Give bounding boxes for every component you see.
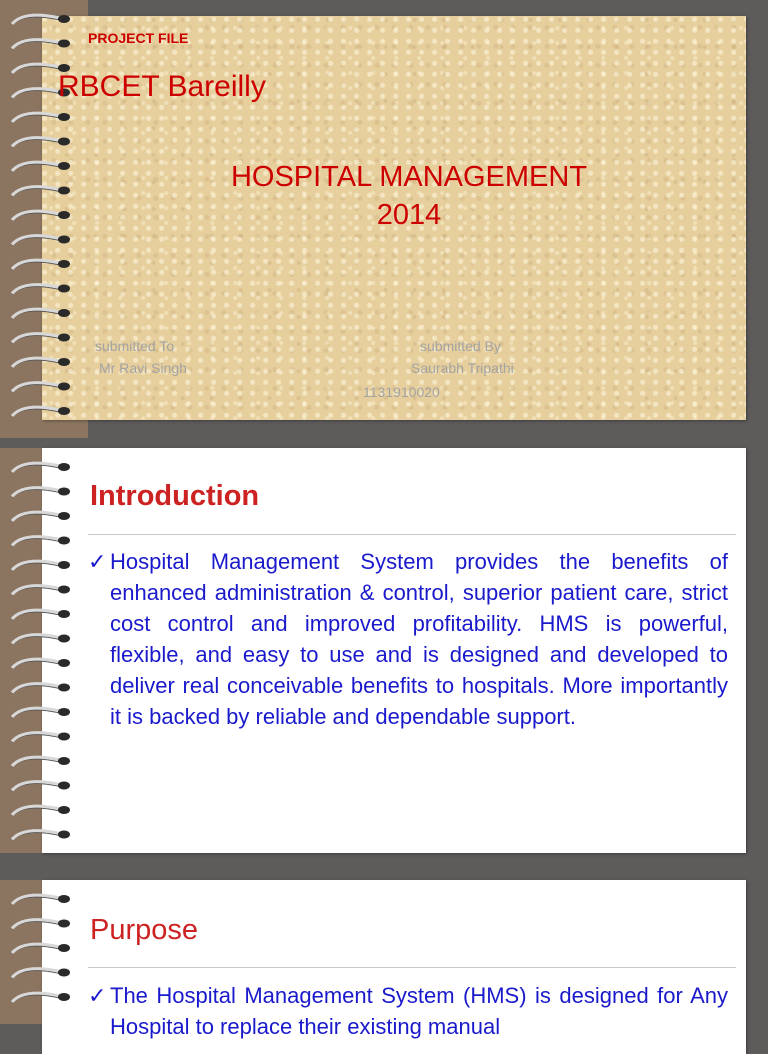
binder-ring [12,407,70,417]
binder-ring [12,358,70,368]
binder-ring [12,635,70,645]
binder-ring [12,895,70,905]
bullet-item [88,980,728,1042]
binder-ring [12,488,70,498]
binder-ring [12,708,70,718]
binder-ring [12,309,70,319]
binder-ring [12,512,70,522]
binder-ring [12,40,70,50]
binder-ring [12,236,70,246]
purpose-slide [0,880,768,1039]
binder-ring [12,561,70,571]
submitted-to-label: submitted To [95,338,175,354]
submitted-by-label: submitted By [420,338,501,354]
bullet-text: The Hospital Management System (HMS) is designed for Any Hospital to replace their existing manual [110,983,728,1039]
binder-ring [12,537,70,547]
submitted-to-name: Mr Ravi Singh [99,360,187,376]
slide-heading: Introduction [90,480,260,512]
binder-ring [12,586,70,596]
binder-ring [12,757,70,767]
binder-ring [12,993,70,1003]
binder-ring [12,806,70,816]
heading-divider [88,534,736,535]
binder-ring [12,969,70,979]
college-name: RBCET Bareilly [58,70,266,103]
bullet-text: Hospital Management System provides the benefits of enhanced administration & control, superior patient care, strict cost control and improved profitability. HMS is powerful, flexible, and easy to use and is designed and developed to deliver real conceivable benefits to hospitals. More importantly it is backed by reliable and dependable support. [110,549,728,729]
slide-heading: Purpose [90,914,199,946]
roll-number: 1131910020 [363,384,440,400]
binder-ring [12,260,70,270]
introduction-slide [0,448,768,853]
binder-ring [12,782,70,792]
binder-ring [12,733,70,743]
binder-ring [12,684,70,694]
binder-rings-icon [0,880,80,1024]
binder-ring [12,610,70,620]
heading-divider [88,967,736,968]
binder-rings-icon [0,448,80,853]
project-label: PROJECT FILE [88,30,189,46]
binder-ring [12,920,70,930]
title-slide [0,0,768,438]
checkmark-icon: ✓ [88,549,107,574]
checkmark-icon: ✓ [88,983,107,1008]
binder-ring [12,334,70,344]
binder-ring [12,831,70,841]
binder-ring [12,463,70,473]
title-line-1: HOSPITAL MANAGEMENT [230,161,588,193]
binder-ring [12,944,70,954]
binder-ring [12,659,70,669]
project-title [0,158,768,234]
binder-ring [12,113,70,123]
binder-ring [12,15,70,25]
binder-ring [12,138,70,148]
bullet-item [88,546,728,732]
binder-ring [12,383,70,393]
submitted-by-name: Saurabh Tripathi [411,360,514,376]
title-line-2: 2014 [376,199,442,231]
binder-ring [12,285,70,295]
